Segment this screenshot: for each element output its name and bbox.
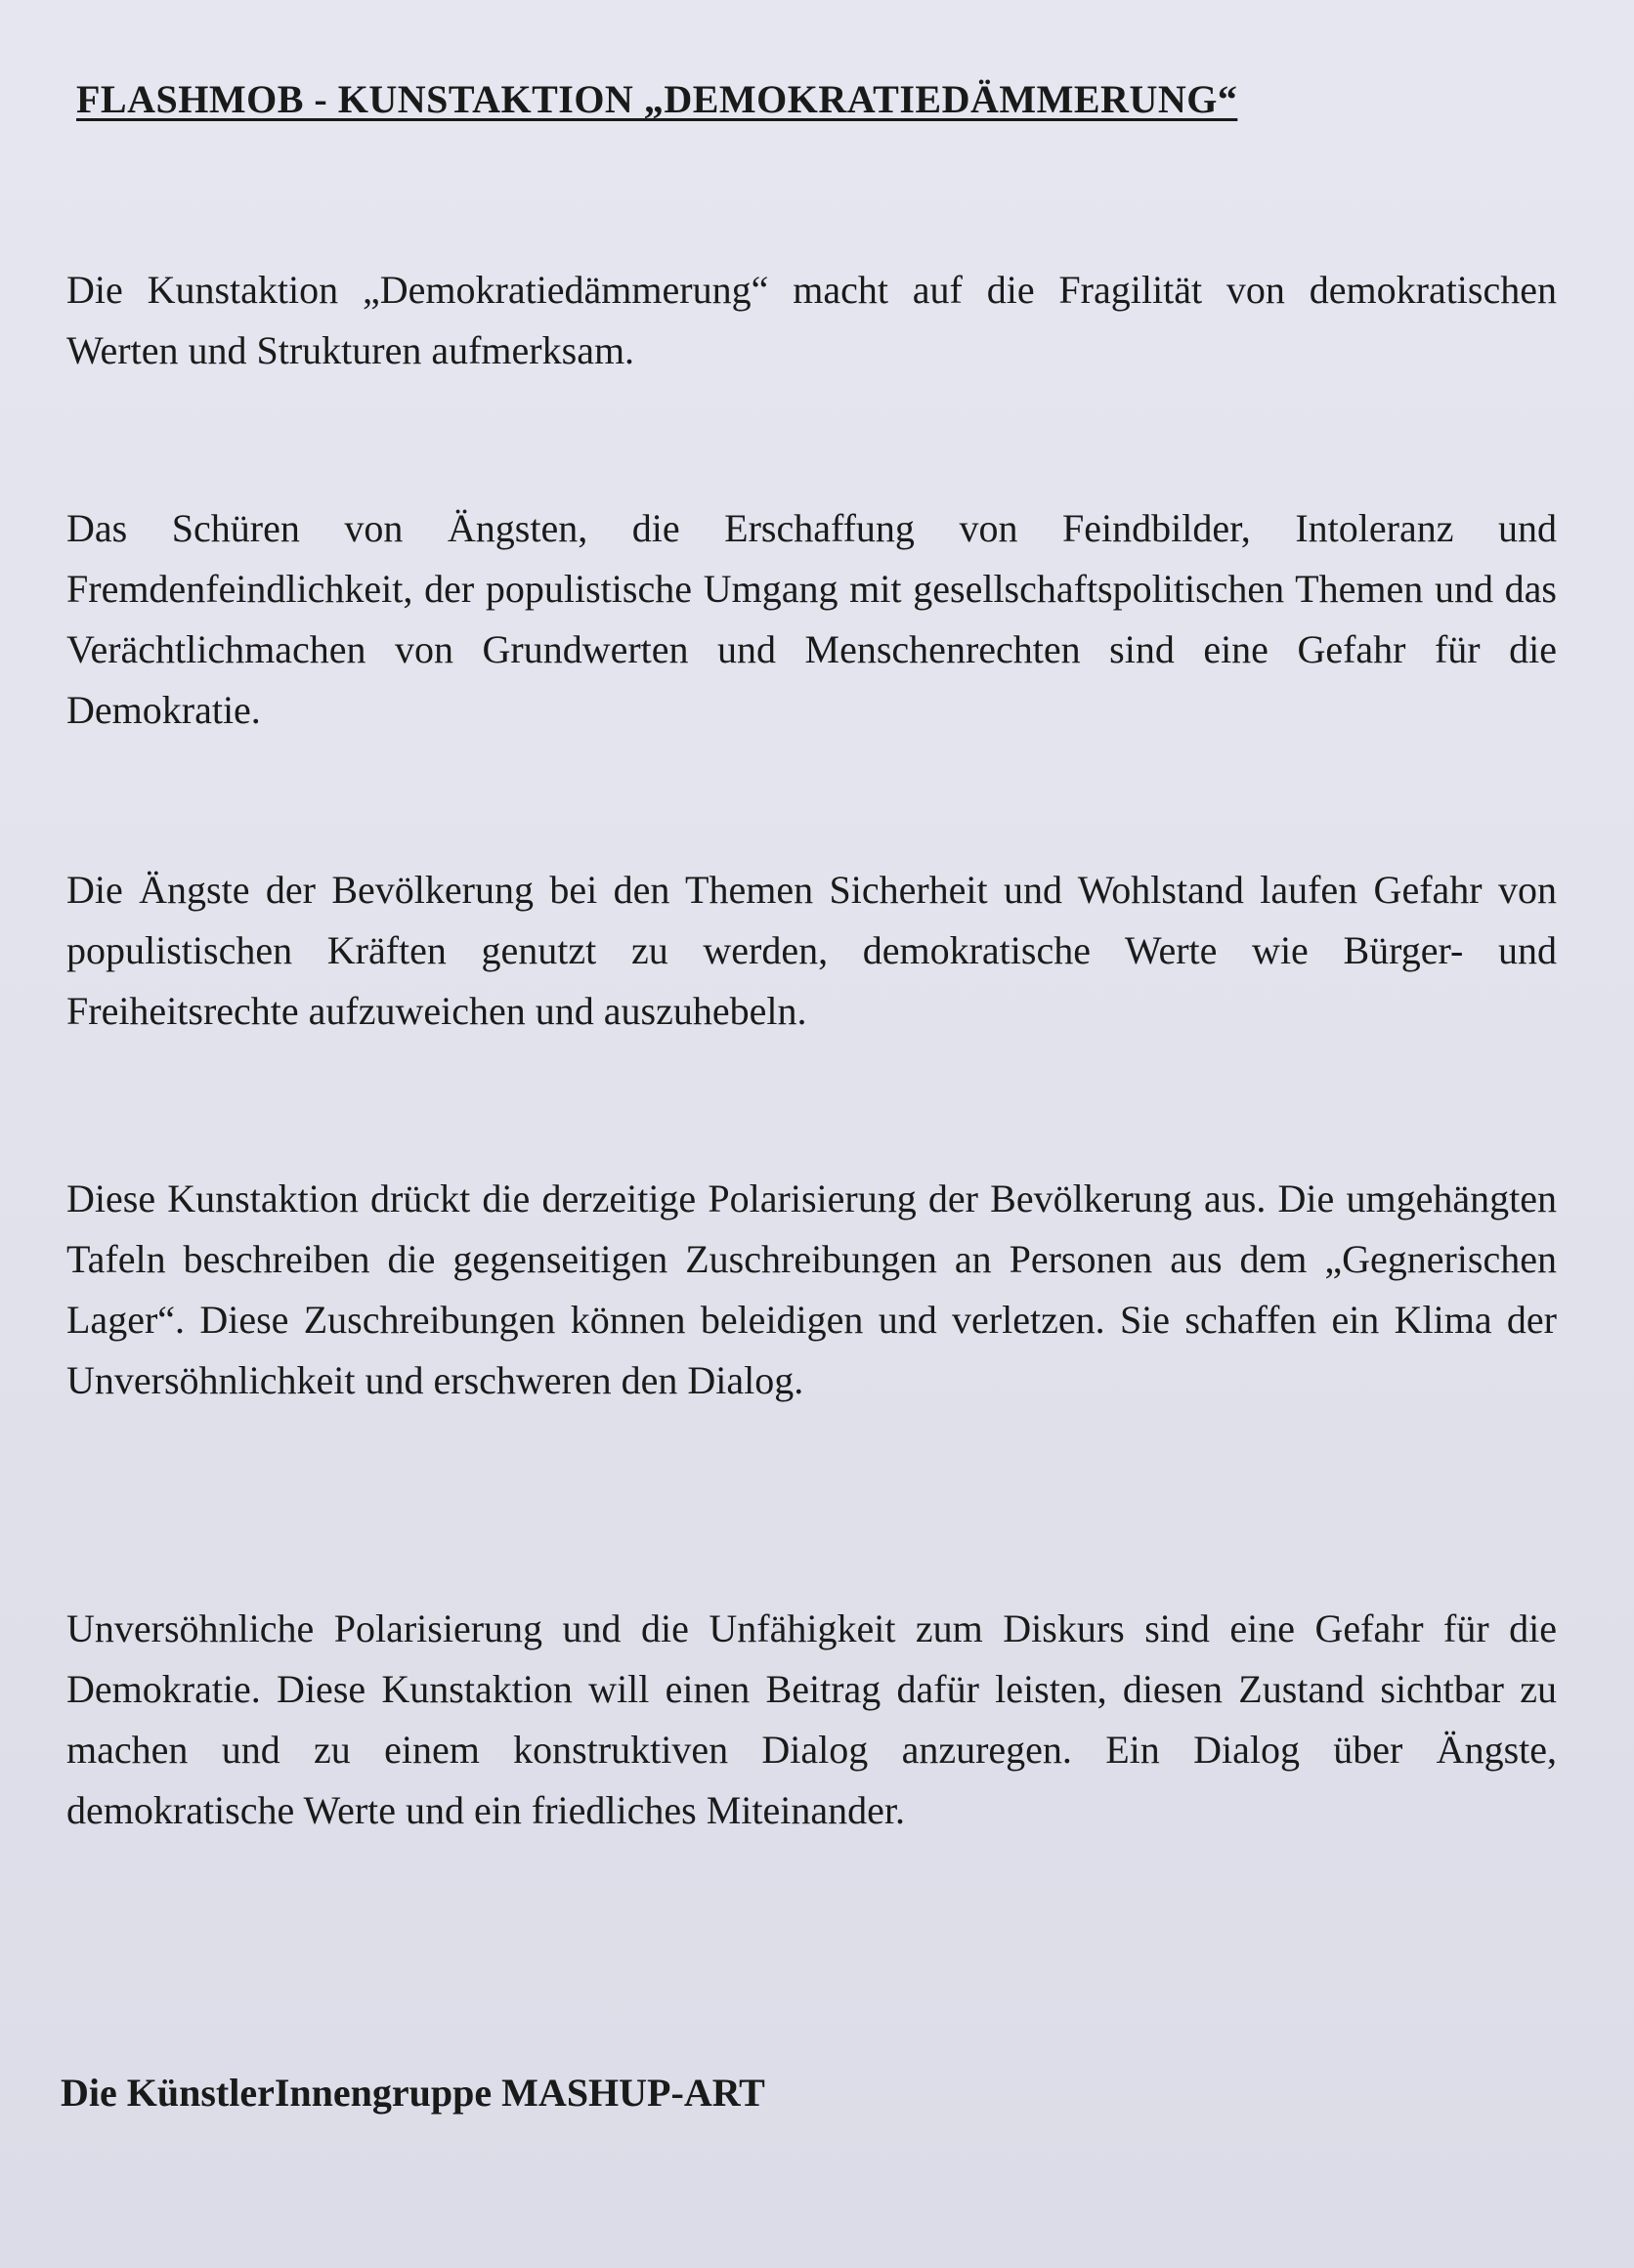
paragraph-polarization: Diese Kunstaktion drückt die derzeitige Polarisierung der Bevölkerung aus. Die umgehängten Tafeln beschreiben die gegenseitigen Zuschreibungen an Personen aus dem „Gegnerischen Lager“. Diese Zuschreibungen können beleidigen und verletzen. Sie schaffen ein Klima der Unversöhnlichkeit und erschweren den Dialog. [66,1177,1557,1402]
signature: Die KünstlerInnengruppe MASHUP-ART [61,2071,765,2115]
paragraph-fears: Die Ängste der Bevölkerung bei den Themen Sicherheit und Wohlstand laufen Gefahr von populistischen Kräften genutzt zu werden, demokratische Werte wie Bürger- und Freiheitsrechte aufzuweichen und auszuhebeln. [66,868,1557,1033]
document-title: FLASHMOB - KUNSTAKTION „DEMOKRATIEDÄMMERUNG“ [76,77,1238,121]
paragraph-intro: Die Kunstaktion „Demokratiedämmerung“ macht auf die Fragilität von demokratischen Werten und Strukturen aufmerksam. [66,268,1557,372]
paragraph-dangers: Das Schüren von Ängsten, die Erschaffung von Feindbilder, Intoleranz und Fremdenfeindlichkeit, der populistische Umgang mit gesellschaftspolitischen Themen und das Verächtlichmachen von Grundwerten und Menschenrechten sind eine Gefahr für die Demokratie. [66,506,1557,732]
paragraph-dialog: Unversöhnliche Polarisierung und die Unfähigkeit zum Diskurs sind eine Gefahr für die Demokratie. Diese Kunstaktion will einen Beitrag dafür leisten, diesen Zustand sichtbar zu machen und zu einem konstruktiven Dialog anzuregen. Ein Dialog über Ängste, demokratische Werte und ein friedliches Miteinander. [66,1606,1557,1832]
